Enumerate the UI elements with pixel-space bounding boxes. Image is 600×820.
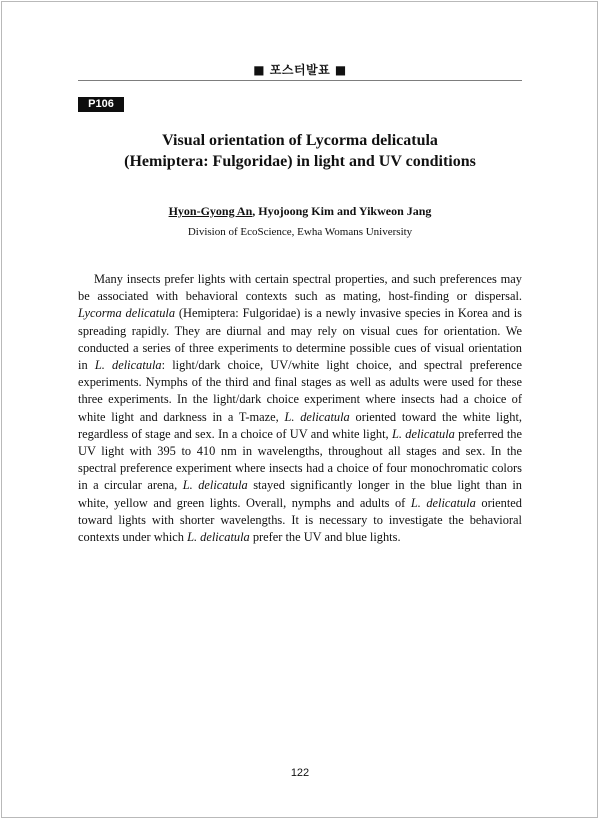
abstract-segment-italic: L. delicatula — [284, 409, 350, 424]
abstract-segment: preferred the UV light with 395 to 410 nm in wavelengths, throughout all stages and sex. In the spectral preference experiment where insects had a choice of four monochromatic colors in a circular arena, — [78, 426, 523, 493]
abstract-segment: (Hemiptera: Fulgoridae) is a newly invasive species in Korea and is spreading rapidly. They are diurnal and may rely on visual cues for orientation. We conducted a series of three experiments to determine possible cues of visual orientation in — [78, 306, 522, 373]
first-author: Hyon-Gyong An — [168, 204, 253, 218]
author-list — [60, 203, 540, 219]
abstract-segment: oriented toward lights with shorter wavelengths. It is necessary to investigate the behavioral contexts under which — [78, 495, 522, 545]
co-authors: , Hyojoong Kim and Yikweon Jang — [252, 204, 432, 218]
title-line-1: Visual orientation of Lycorma delicatula — [162, 132, 438, 149]
abstract-segment-italic: Lycorma delicatula — [78, 306, 176, 321]
section-header: ■ 포스터발표 ■ — [253, 63, 347, 77]
abstract-segment: oriented toward the white light, regardless of stage and sex. In a choice of UV and white light, — [78, 409, 522, 441]
poster-id-badge: P106 — [78, 97, 124, 112]
abstract-segment-italic: L. delicatula — [410, 495, 476, 510]
paper-title — [60, 130, 540, 172]
abstract-segment: Many insects prefer lights with certain spectral properties, and such preferences may be associated with behavioral contexts such as mating, host-finding or dispersal. — [78, 272, 522, 304]
abstract-segment-italic: L. delicatula — [182, 478, 248, 493]
abstract-segment-italic: L. delicatula — [391, 426, 455, 441]
abstract-text — [78, 271, 522, 546]
affiliation: Division of EcoScience, Ewha Womans University — [187, 226, 413, 238]
title-line-2: (Hemiptera: Fulgoridae) in light and UV conditions — [124, 153, 476, 170]
abstract-segment-italic: L. delicatula — [187, 530, 250, 545]
page-number: 122 — [290, 767, 310, 779]
header-divider — [78, 80, 522, 81]
abstract-segment-italic: L. delicatula — [94, 358, 162, 373]
abstract-segment: prefer the UV and blue lights. — [249, 530, 401, 545]
abstract-segment: stayed significantly longer in the blue light than in white, yellow and green lights. Overall, nymphs and adults of — [78, 478, 522, 510]
abstract-segment: : light/dark choice, UV/white light choice, and spectral preference experiments. Nymphs of the third and final stages as well as adults were used for these three experiments. In the light/dark choice experiment where insects had a choice of white light and darkness in a T-maze, — [78, 358, 522, 424]
